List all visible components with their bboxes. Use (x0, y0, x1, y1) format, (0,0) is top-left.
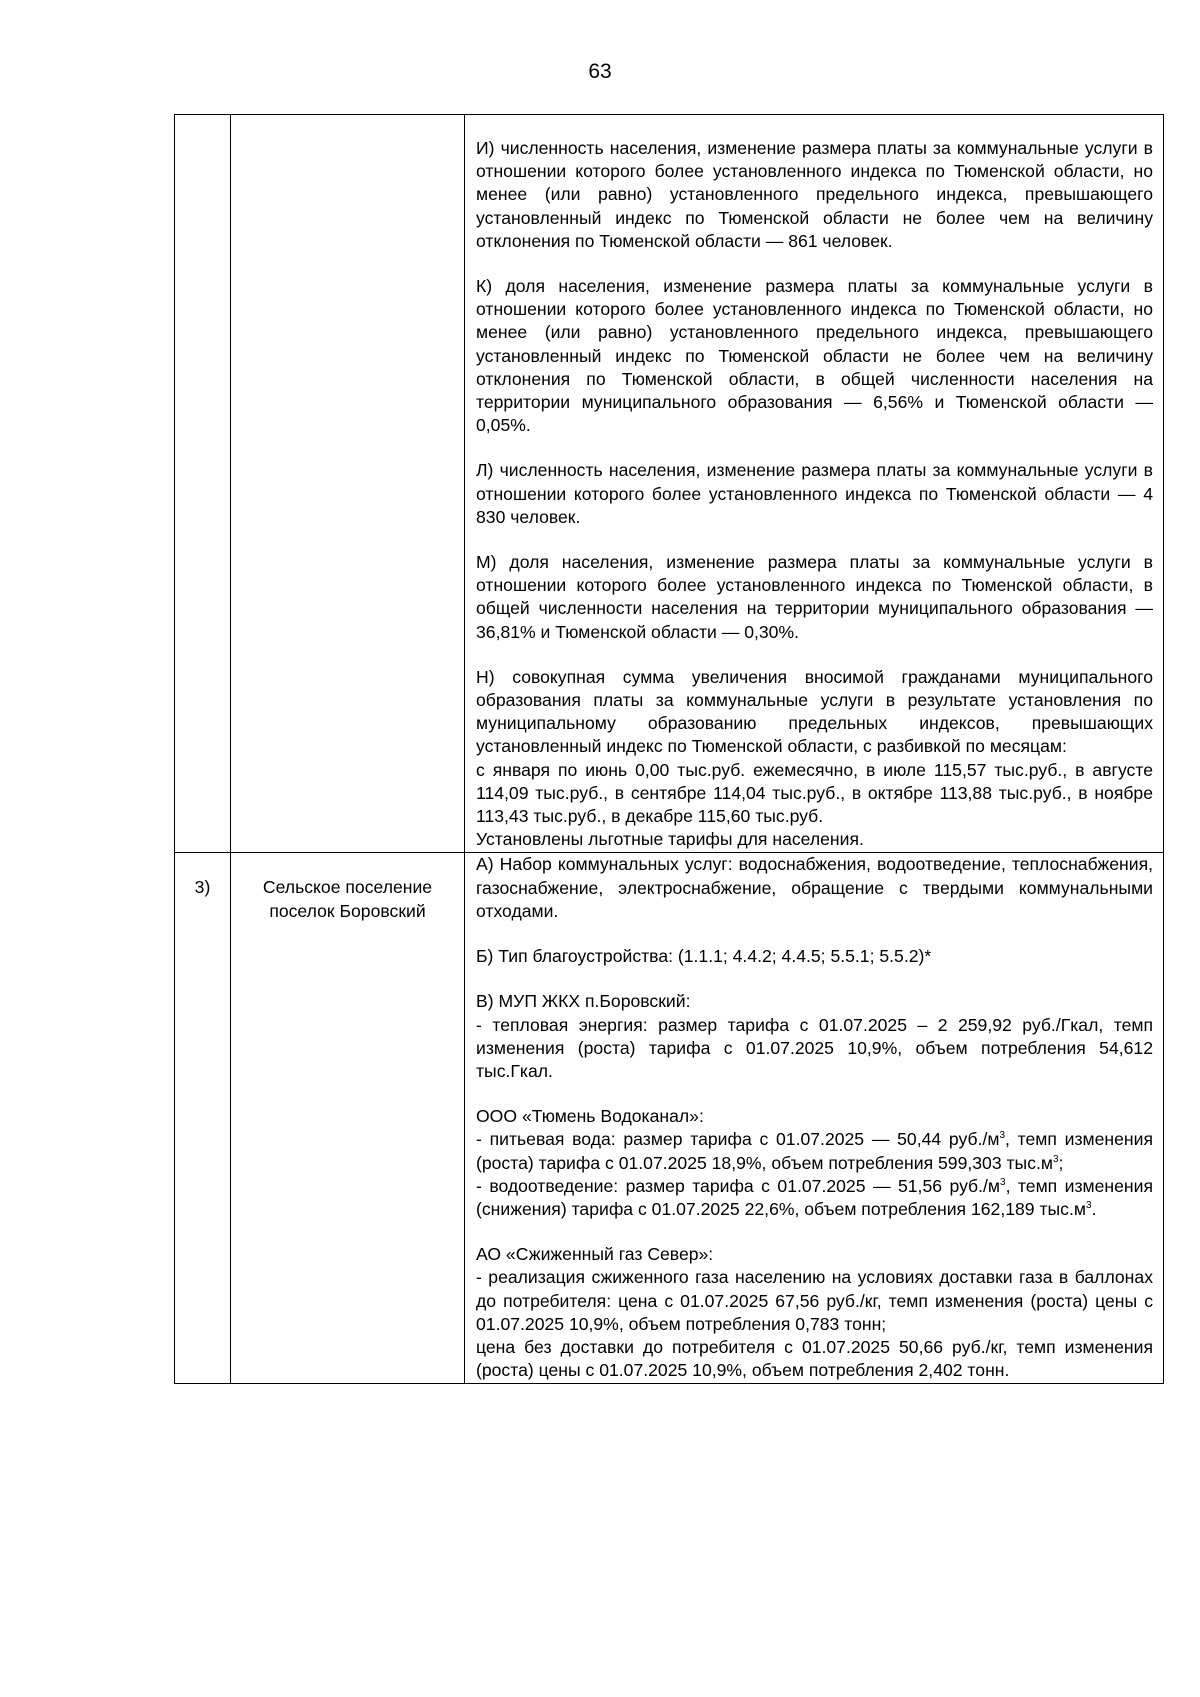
water-text-b: , темп изменения (роста) тарифа с 01.07.2025 18,9%, объем потребления 599,303 тыс.м (476, 1129, 1153, 1173)
paragraph-n-privileges: Установлены льготные тарифы для населения. (476, 829, 864, 850)
paragraph-v-mup (476, 990, 1153, 1083)
paragraph-vodokanal (476, 1105, 1153, 1221)
paragraph-k: К) доля населения, изменение размера платы за коммунальные услуги в отношении которого более установленного индекса по Тюменской области, но менее (или равно) установленного предельного индекса, превышающего установленный индекс по Тюменской области не более чем на величину отклонения по Тюменской области, в общей численности населения на территории муниципального образования — 6,56% и Тюменской области — 0,05%. (476, 276, 1153, 436)
sewer-sup-2: 3 (1085, 1199, 1092, 1211)
row-name-cell-empty (231, 115, 465, 853)
row-3-text-cell (465, 853, 1164, 1384)
row-number: 3) (194, 877, 211, 898)
gas-delivery: - реализация сжиженного газа населению на условиях доставки газа в баллонах до потребителя: цена с 01.07.2025 67,56 руб./кг, темп изменения (роста) цены с 01.07.2025 10,9%, объем потребления 0,783 тонн; (476, 1267, 1153, 1334)
table-row-continued (175, 115, 1164, 853)
sewer-text-c: . (1091, 1198, 1097, 1219)
sewer-text-a: - водоотведение: размер тарифа с 01.07.2025 — 51,56 руб./м (476, 1175, 1001, 1196)
mup-title: В) МУП ЖКХ п.Боровский: (476, 991, 691, 1012)
paragraph-b: Б) Тип благоустройства: (1.1.1; 4.4.2; 4.4.5; 5.5.1; 5.5.2)* (476, 946, 932, 967)
water-sup-2: 3 (1052, 1153, 1059, 1165)
gas-title: АО «Сжиженный газ Север»: (476, 1244, 714, 1265)
row-text-cell (465, 115, 1164, 853)
paragraph-m: М) доля населения, изменение размера платы за коммунальные услуги в отношении которого более установленного индекса по Тюменской области, в общей численности населения на территории муниципального образования — 36,81% и Тюменской области — 0,30%. (476, 552, 1153, 642)
gas-no-delivery: цена без доставки до потребителя с 01.07.2025 50,66 руб./кг, темп изменения (роста) цены с 01.07.2025 10,9%, объем потребления 2,402 тонн. (476, 1336, 1153, 1381)
mup-heat: - тепловая энергия: размер тарифа с 01.07.2025 – 2 259,92 руб./Гкал, темп изменения (роста) тарифа с 01.07.2025 10,9%, объем потребления 54,612 тыс.Гкал. (476, 1014, 1153, 1081)
row-number-cell (175, 853, 231, 1384)
paragraph-n-intro: Н) совокупная сумма увеличения вносимой гражданами муниципального образования платы за коммунальные услуги в результате установления по муниципальному образованию предельных индексов, превышающих установленный индекс по Тюменской области, с разбивкой по месяцам: (476, 666, 1153, 757)
water-sup-1: 3 (999, 1130, 1006, 1142)
sewer-sup-1: 3 (1000, 1176, 1006, 1188)
paragraph-n (476, 666, 1153, 852)
water-text-a: - питьевая вода: размер тарифа с 01.07.2025 — 50,44 руб./м (476, 1129, 1000, 1150)
settlement-name: Сельское поселение поселок Боровский (262, 877, 433, 921)
row-number-cell-empty (175, 115, 231, 853)
row-name-cell (231, 853, 465, 1384)
paragraph-i: И) численность населения, изменение размера платы за коммунальные услуги в отношении которого более установленного индекса по Тюменской области, но менее (или равно) установленного предельного индекса, превышающего установленный индекс по Тюменской области не более чем на величину отклонения по Тюменской области — 861 человек. (476, 138, 1153, 251)
table-row-3 (175, 853, 1164, 1384)
paragraph-a: А) Набор коммунальных услуг: водоснабжения, водоотведение, теплоснабжения, газоснабжение, электроснабжение, обращение с твердыми коммунальными отходами. (476, 854, 1153, 921)
page-number: 63 (588, 60, 612, 83)
paragraph-n-months: с января по июнь 0,00 тыс.руб. ежемесячно, в июле 115,57 тыс.руб., в августе 114,09 тыс.руб., в сентябре 114,04 тыс.руб., в октябре 113,88 тыс.руб., в ноябре 113,43 тыс.руб., в декабре 115,60 тыс.руб. (476, 759, 1153, 827)
vodokanal-title: ООО «Тюмень Водоканал»: (476, 1106, 704, 1127)
paragraph-gas (476, 1243, 1153, 1382)
sewer-text-b: , темп изменения (снижения) тарифа с 01.07.2025 22,6%, объем потребления 162,189 тыс.м (476, 1175, 1153, 1219)
paragraph-l: Л) численность населения, изменение размера платы за коммунальные услуги в отношении которого более установленного индекса по Тюменской области — 4 830 человек. (476, 460, 1153, 527)
water-text-c: ; (1058, 1152, 1064, 1173)
tariff-table (174, 114, 1164, 1384)
